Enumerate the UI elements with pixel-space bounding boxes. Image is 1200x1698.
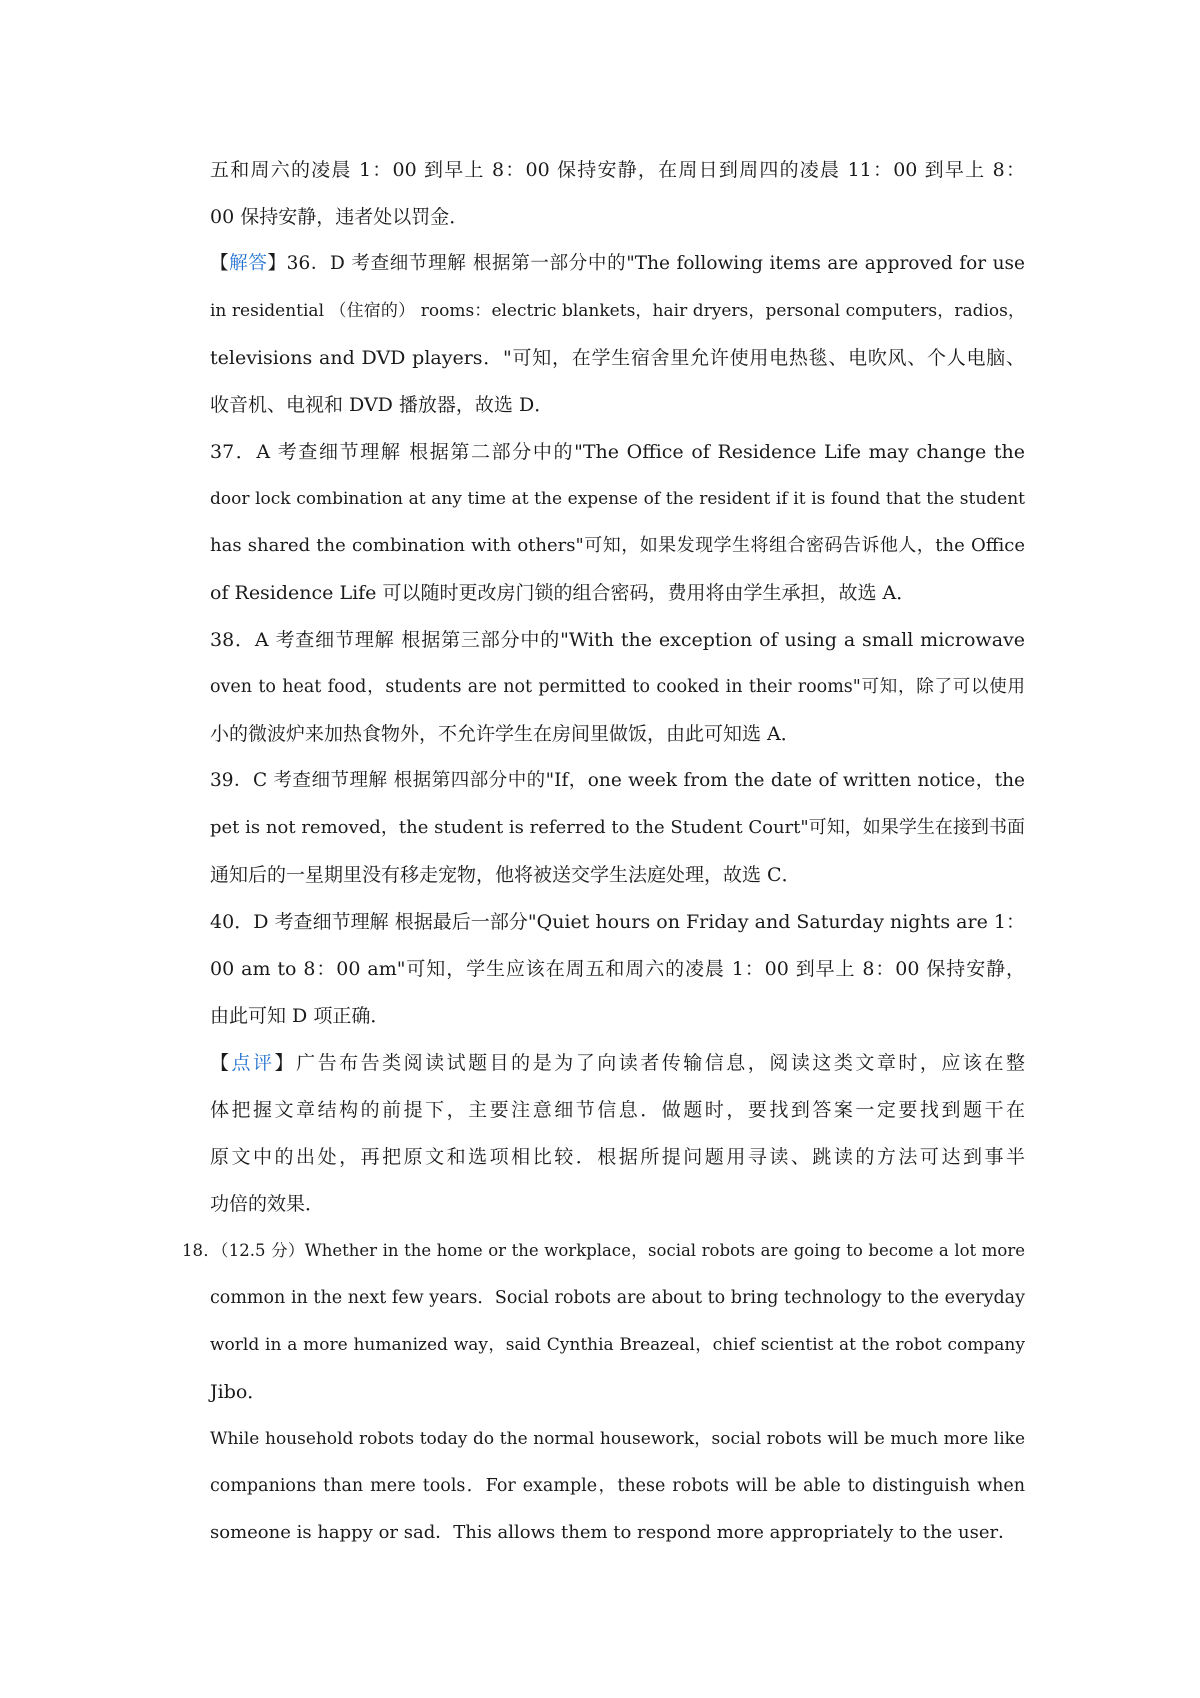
text-line: televisions and DVD players．"可知，在学生宿舍里允许使用电热毯、电吹风、个人电脑、 xyxy=(210,347,1025,369)
text-line: 00 am to 8：00 am"可知，学生应该在周五和周六的凌晨 1：00 到早上 8：00 保持安静， xyxy=(210,958,1025,980)
answer-line xyxy=(210,250,1025,278)
comment-line xyxy=(210,1049,1025,1077)
text-line: 体把握文章结构的前提下，主要注意细节信息．做题时，要找到答案一定要找到题干在 xyxy=(210,1099,1025,1121)
text-line: While household robots today do the normal housework，social robots will be much more like xyxy=(210,1429,1025,1449)
answer-tag: 【解答】 xyxy=(210,253,287,274)
text-line: pet is not removed，the student is referred to the Student Court"可知，如果学生在接到书面 xyxy=(210,817,1025,838)
text-line: 38．A 考查细节理解 根据第三部分中的"With the exception of using a small microwave xyxy=(210,629,1025,651)
text-line: 由此可知 D 项正确． xyxy=(210,1005,390,1027)
text-line: 39．C 考查细节理解 根据第四部分中的"If，one week from the date of written notice，the xyxy=(210,770,1025,791)
question-18-line: 18．（12.5 分）Whether in the home or the workplace，social robots are going to become a lot more xyxy=(182,1241,1025,1260)
text-line: has shared the combination with others"可知，如果发现学生将组合密码告诉他人，the Office xyxy=(210,535,1025,556)
text-line: 40．D 考查细节理解 根据最后一部分"Quiet hours on Friday and Saturday nights are 1： xyxy=(210,911,1025,933)
answer-text: 36．D 考查细节理解 根据第一部分中的"The following items are approved for use xyxy=(286,253,1025,274)
comment-tag: 【点评】 xyxy=(210,1052,297,1074)
text-line: oven to heat food，students are not permitted to cooked in their rooms"可知，除了可以使用 xyxy=(210,677,1025,697)
text-line: 00 保持安静，违者处以罚金． xyxy=(210,206,469,228)
text-line: 小的微波炉来加热食物外，不允许学生在房间里做饭，由此可知选 A． xyxy=(210,723,800,745)
text-line: 通知后的一星期里没有移走宠物，他将被送交学生法庭处理，故选 C． xyxy=(210,864,801,886)
text-line: world in a more humanized way，said Cynthia Breazeal，chief scientist at the robot company xyxy=(210,1335,1025,1355)
text-line: 五和周六的凌晨 1：00 到早上 8：00 保持安静，在周日到周四的凌晨 11：00 到早上 8： xyxy=(210,159,1025,181)
text-line: door lock combination at any time at the expense of the resident if it is found that the student xyxy=(210,489,1025,509)
text-line: 收音机、电视和 DVD 播放器，故选 D． xyxy=(210,394,554,416)
text-line: someone is happy or sad．This allows them to respond more appropriately to the user． xyxy=(210,1522,1017,1543)
text-line: common in the next few years．Social robots are about to bring technology to the everyday xyxy=(210,1288,1025,1308)
text-line: in residential （住宿的） rooms：electric blankets，hair dryers，personal computers，radios， xyxy=(210,301,1025,321)
text-line: 37．A 考查细节理解 根据第二部分中的"The Office of Residence Life may change the xyxy=(210,441,1025,463)
comment-text: 广告布告类阅读试题目的是为了向读者传输信息，阅读这类文章时，应该在整 xyxy=(296,1052,1025,1074)
text-line: 功倍的效果． xyxy=(210,1193,325,1215)
text-line: 原文中的出处，再把原文和选项相比较．根据所提问题用寻读、跳读的方法可达到事半 xyxy=(210,1146,1025,1168)
text-line: companions than mere tools．For example，these robots will be able to distinguish when xyxy=(210,1476,1025,1496)
text-line: Jibo． xyxy=(210,1381,267,1403)
text-line: of Residence Life 可以随时更改房门锁的组合密码，费用将由学生承担，故选 A． xyxy=(210,582,916,604)
